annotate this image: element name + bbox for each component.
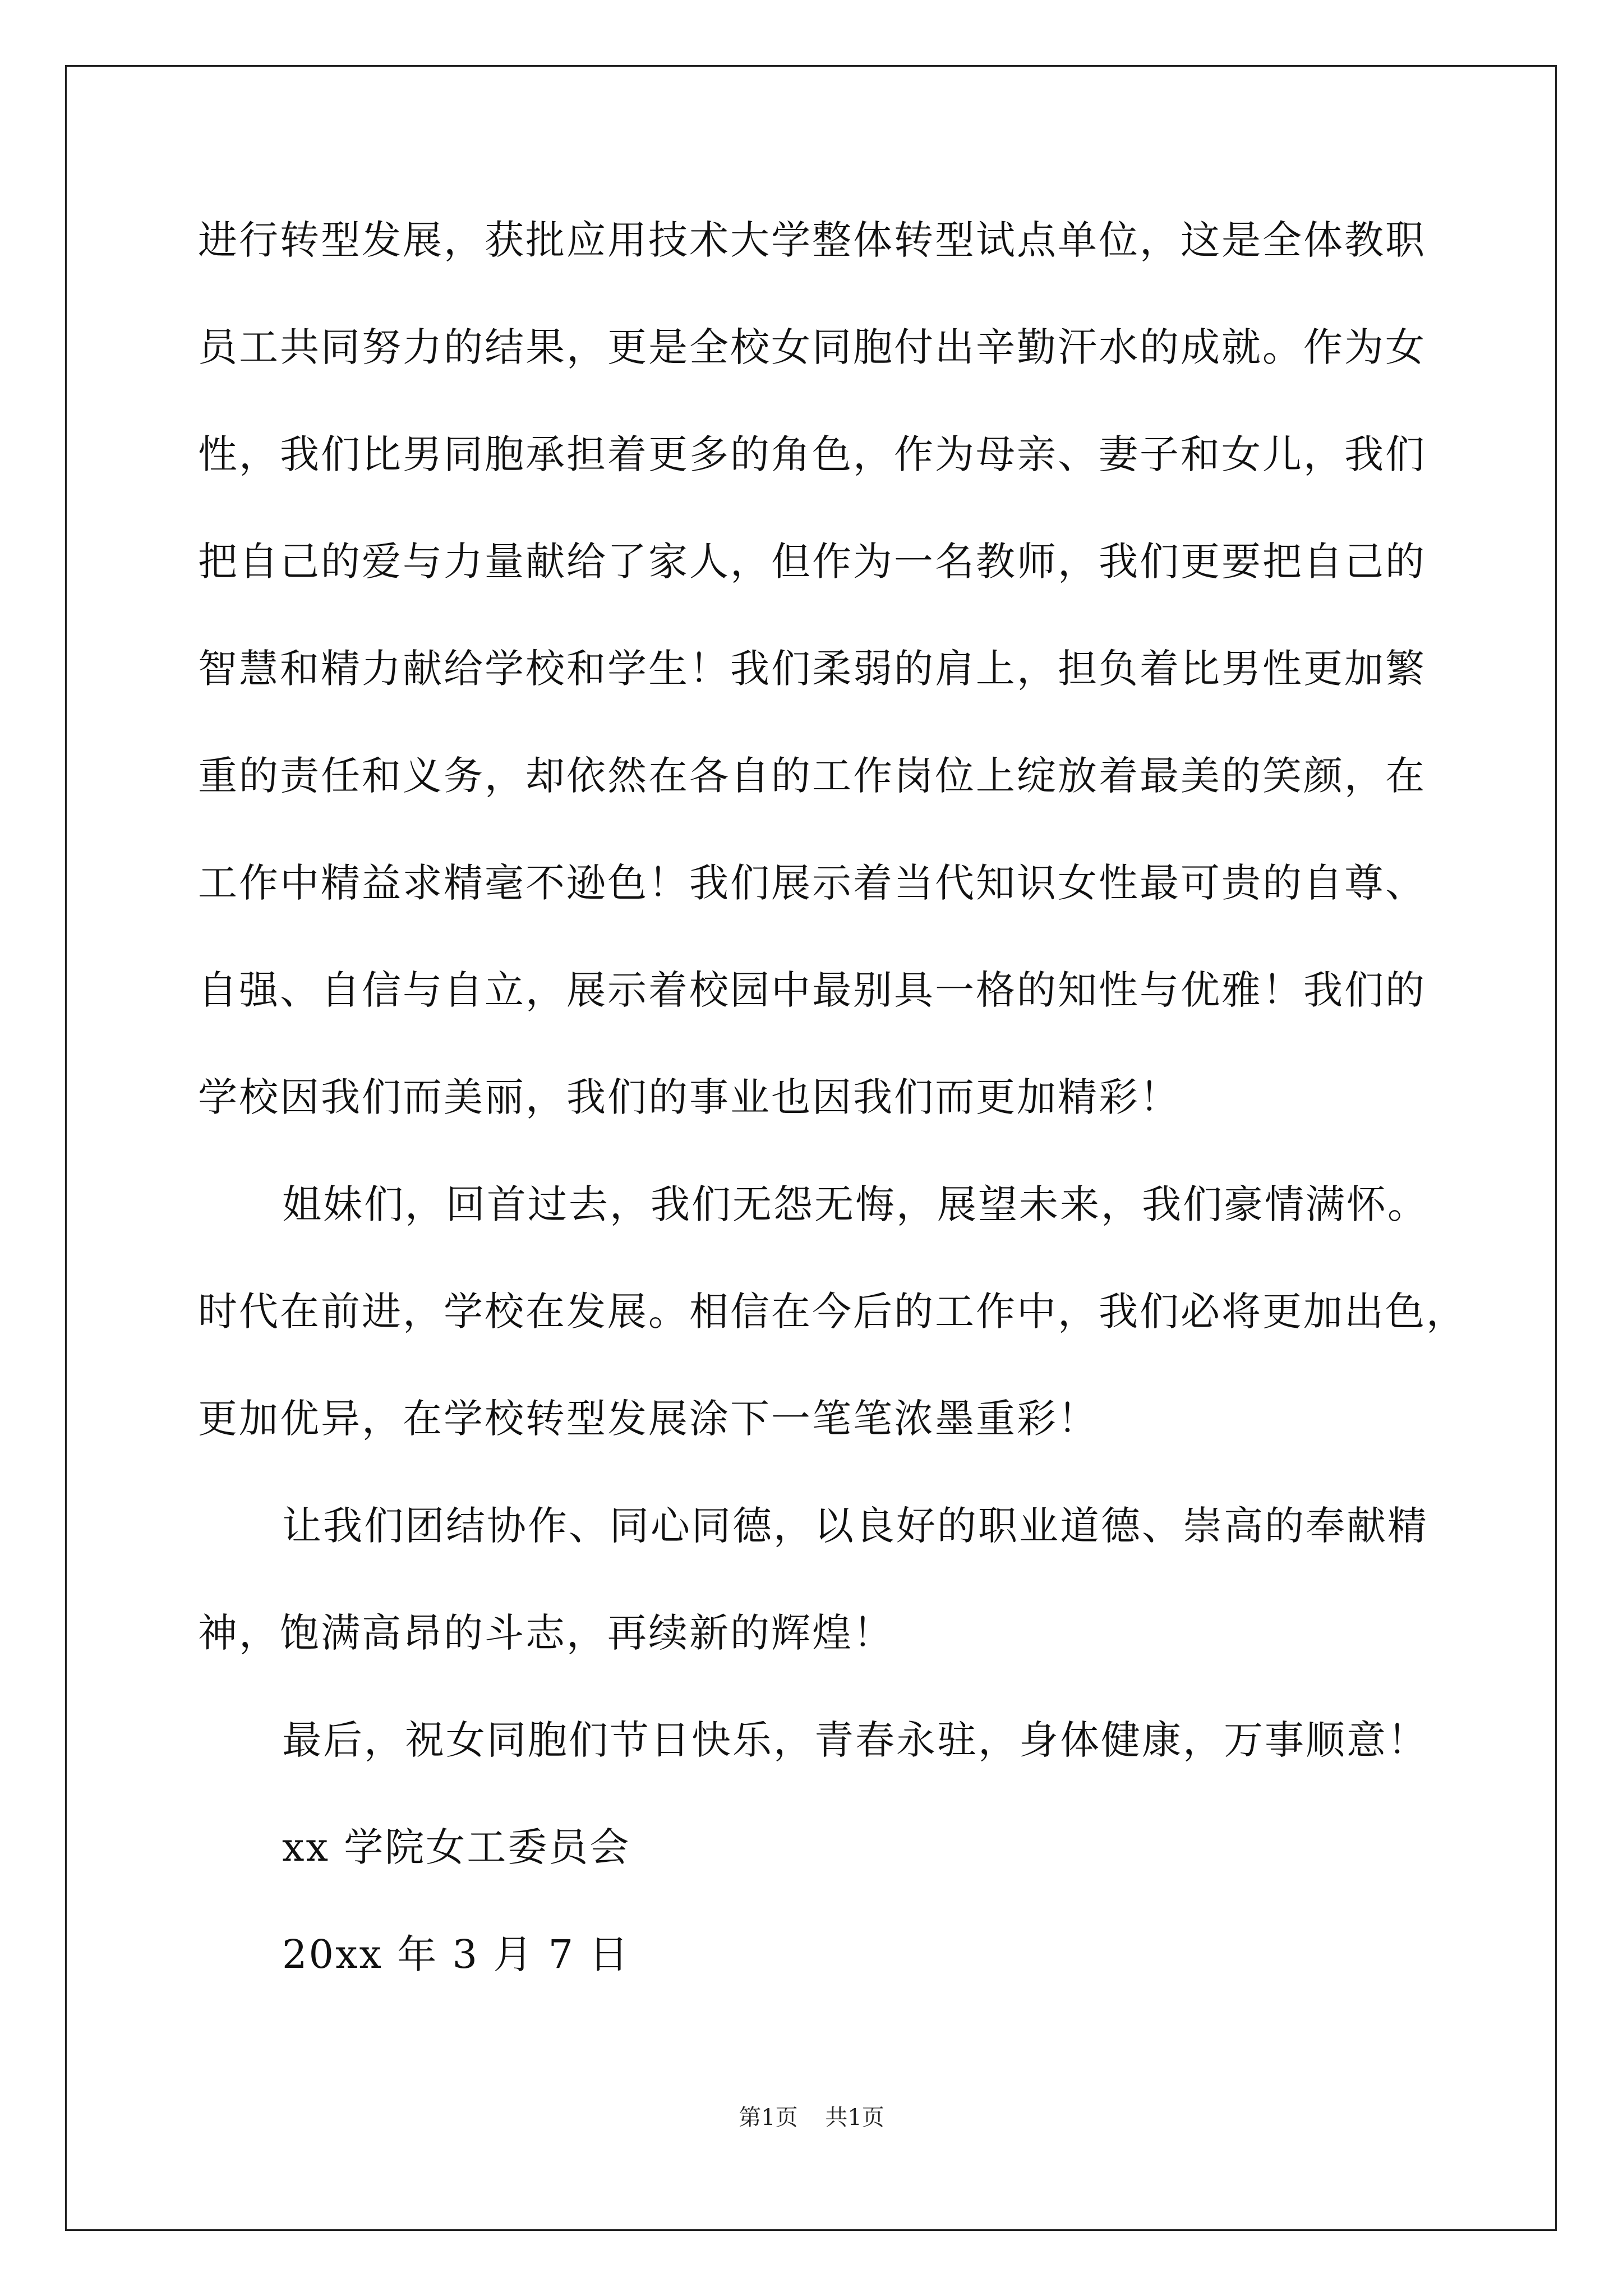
text-line: 自强、自信与自立，展示着校园中最别具一格的知性与优雅！我们的: [198, 967, 1426, 1013]
signature-organization: xx 学院女工委员会: [282, 1824, 631, 1870]
paragraph-start-line: 姐妹们，回首过去，我们无怨无悔，展望未来，我们豪情满怀。: [282, 1181, 1428, 1227]
text-line: 把自己的爱与力量献给了家人，但作为一名教师，我们更要把自己的: [198, 539, 1426, 585]
text-line: 学校因我们而美丽，我们的事业也因我们而更加精彩！: [198, 1074, 1181, 1120]
page-number: 第1页: [739, 2105, 798, 2131]
signature-date: 20xx 年 3 月 7 日: [282, 1931, 630, 1977]
text-line: 工作中精益求精毫不逊色！我们展示着当代知识女性最可贵的自尊、: [198, 860, 1426, 906]
text-line: 智慧和精力献给学校和学生！我们柔弱的肩上，担负着比男性更加繁: [198, 646, 1426, 692]
closing-wishes-line: 最后，祝女同胞们节日快乐，青春永驻，身体健康，万事顺意！: [282, 1717, 1428, 1763]
text-line: 进行转型发展，获批应用技术大学整体转型试点单位，这是全体教职: [198, 217, 1426, 263]
text-line: 性，我们比男同胞承担着更多的角色，作为母亲、妻子和女儿，我们: [198, 431, 1426, 477]
document-body: [198, 208, 1467, 2029]
text-line: 更加优异，在学校转型发展涂下一笔笔浓墨重彩！: [198, 1396, 1099, 1442]
page-footer: [0, 2101, 1623, 2134]
text-line: 时代在前进，学校在发展。相信在今后的工作中，我们必将更加出色，: [198, 1289, 1467, 1335]
paragraph-start-line: 让我们团结协作、同心同德，以良好的职业道德、崇高的奉献精: [282, 1503, 1428, 1549]
page-total: 共1页: [825, 2105, 884, 2131]
text-line: 重的责任和义务，却依然在各自的工作岗位上绽放着最美的笑颜，在: [198, 753, 1426, 799]
text-line: 员工共同努力的结果，更是全校女同胞付出辛勤汗水的成就。作为女: [198, 324, 1426, 370]
text-line: 神，饱满高昂的斗志，再续新的辉煌！: [198, 1610, 894, 1656]
